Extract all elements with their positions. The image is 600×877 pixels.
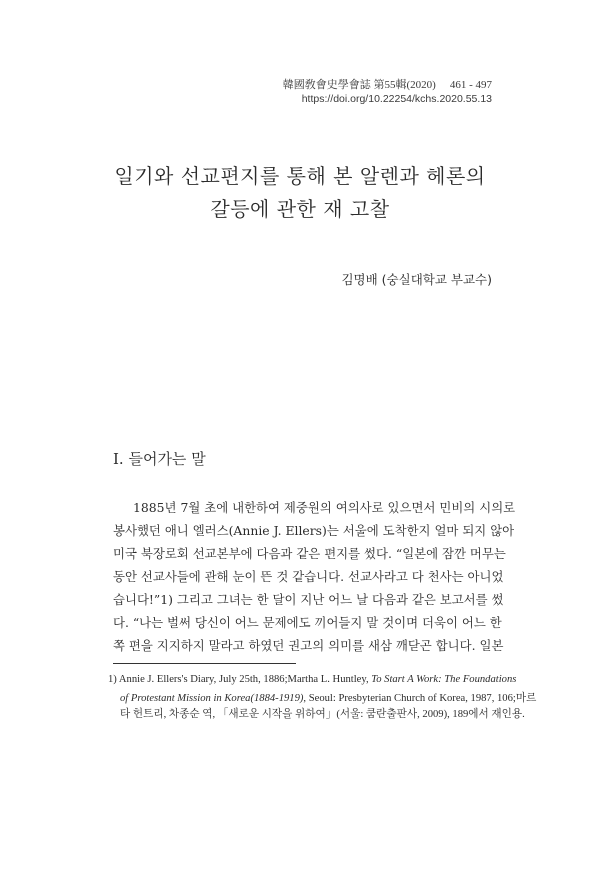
footnote-divider xyxy=(113,663,296,664)
author-affiliation: 김명배 (숭실대학교 부교수) xyxy=(341,272,492,287)
footnote-book-title-cont: of Protestant Mission in Korea(1884-1919) xyxy=(120,693,304,704)
section-heading: I. 들어가는 말 xyxy=(113,450,206,468)
doi-link[interactable]: https://doi.org/10.22254/kchs.2020.55.13 xyxy=(301,93,492,105)
body-text-line: 1885년 7월 초에 내한하여 제중원의 여의사로 있으면서 민비의 시의로 xyxy=(133,500,516,515)
paper-title-line-2: 갈등에 관한 재 고찰 xyxy=(210,197,390,221)
paper-title-line-1: 일기와 선교편지를 통해 본 알렌과 헤론의 xyxy=(114,164,486,188)
footnote-book-title: To Start A Work: The Foundations xyxy=(371,674,517,685)
body-text-line: 습니다!”1) 그리고 그녀는 한 달이 지난 어느 날 다음과 같은 보고서를 썼 xyxy=(113,592,504,607)
footnote-line-1 xyxy=(108,674,517,685)
journal-header xyxy=(283,76,492,92)
footnote-line-3: 타 헌트리, 차종순 역, 「새로운 시작을 위하여」(서울: 쿰란출판사, 2009), 189에서 재인용. xyxy=(120,709,525,720)
body-text-line: 쪽 편을 지지하지 말라고 하였던 권고의 의미를 새삼 깨닫곤 합니다. 일본 xyxy=(113,638,504,653)
footnote-text: 1) Annie J. Ellers's Diary, July 25th, 1886;Martha L. Huntley, xyxy=(108,674,372,685)
footnote-line-2 xyxy=(120,690,537,705)
footnote-text: , Seoul: Presbyterian Church of Korea, 1987, 106;마르 xyxy=(303,693,537,704)
journal-name: 韓國敎會史學會誌 第55輯(2020) xyxy=(282,79,436,91)
body-text-line: 봉사했던 애니 엘러스(Annie J. Ellers)는 서울에 도착한지 얼마 되지 않아 xyxy=(113,523,515,538)
body-text-line: 미국 북장로회 선교본부에 다음과 같은 편지를 썼다. “일본에 잠깐 머무는 xyxy=(113,546,506,561)
body-text-line: 동안 선교사들에 관해 눈이 뜬 것 같습니다. 선교사라고 다 천사는 아니었 xyxy=(113,569,504,584)
body-text-line: 다. “나는 벌써 당신이 어느 문제에도 끼어들지 말 것이며 더욱이 어느 한 xyxy=(113,615,502,630)
page-range: 461 - 497 xyxy=(449,79,492,91)
